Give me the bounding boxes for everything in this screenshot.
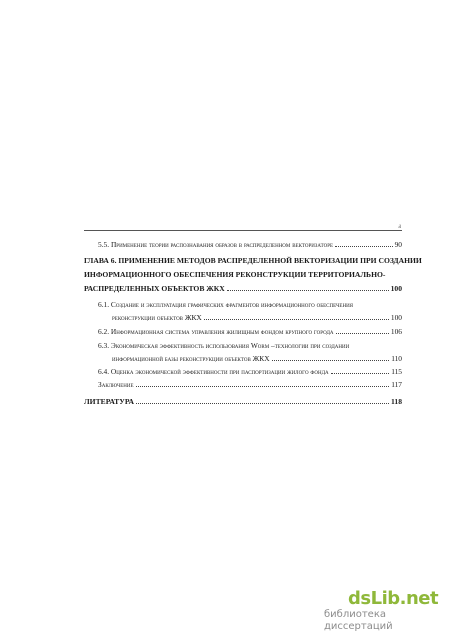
toc-entry-5-5[interactable] <box>98 240 402 249</box>
chapter-6-title-line1[interactable]: ГЛАВА 6. ПРИМЕНЕНИЕ МЕТОДОВ РАСПРЕДЕЛЕННОЙ ВЕКТОРИЗАЦИИ ПРИ СОЗДАНИИ <box>84 256 422 265</box>
toc-leader <box>227 290 389 291</box>
corner-mark: ⅎ <box>398 222 401 230</box>
toc-entry-title: информационной базы реконструкции объектов ЖКХ <box>112 354 270 363</box>
toc-entry-6-1[interactable] <box>112 313 402 322</box>
toc-entry-title: Применение теории распознавания образов в распределенном векторизаторе <box>110 240 334 249</box>
toc-leader <box>331 373 390 374</box>
toc-entry-6-3[interactable] <box>112 354 402 363</box>
header-rule <box>84 230 402 231</box>
toc-entry-6-1-line1[interactable]: 6.1. Создание и эксплуатация графических фрагментов информационного обеспечения <box>98 300 354 309</box>
toc-page-number: 117 <box>391 380 402 389</box>
toc-entry-6-4[interactable] <box>98 367 402 376</box>
watermark-subtitle: библиотека диссертаций <box>324 609 393 632</box>
toc-entry-title: 6.2. Информационная система управления жилищным фондом крупного города <box>98 327 334 336</box>
toc-leader <box>335 246 393 247</box>
toc-entry-literature[interactable] <box>84 397 402 406</box>
toc-entry-number: 5.5. <box>98 240 110 249</box>
toc-entry-title: ЛИТЕРАТУРА <box>84 397 134 406</box>
chapter-6-title-line3: РАСПРЕДЕЛЕННЫХ ОБЪЕКТОВ ЖКХ <box>84 284 225 293</box>
toc-entry-chapter-6[interactable] <box>84 284 402 293</box>
toc-entry-title: 6.4. Оценка экономической эффективности при паспортизации жилого фонда <box>98 367 329 376</box>
toc-page-number: 90 <box>394 240 402 249</box>
toc-leader <box>136 403 389 404</box>
toc-page-number: 115 <box>391 367 402 376</box>
toc-leader <box>204 319 389 320</box>
toc-entry-title: Заключение <box>98 380 134 389</box>
toc-leader <box>336 333 389 334</box>
toc-page-number: 100 <box>390 284 402 293</box>
watermark <box>324 588 450 633</box>
toc-entry-6-3-line1[interactable]: 6.3. Экономическая эффективность использования Worm –технологии при создании <box>98 341 350 350</box>
toc-leader <box>272 360 390 361</box>
chapter-6-title-line2[interactable]: ИНФОРМАЦИОННОГО ОБЕСПЕЧЕНИЯ РЕКОНСТРУКЦИИ ТЕРРИТОРИАЛЬНО- <box>84 270 386 279</box>
toc-page-number: 106 <box>390 327 402 336</box>
toc-entry-6-2[interactable] <box>98 327 402 336</box>
toc-page-number: 100 <box>390 313 402 322</box>
watermark-logo: dsLib.net <box>348 588 439 609</box>
toc-leader <box>136 386 390 387</box>
toc-page-number: 118 <box>391 397 402 406</box>
toc-entry-title: реконструкции объектов ЖКХ <box>112 313 202 322</box>
toc-entry-conclusion[interactable] <box>98 380 402 389</box>
toc-page-number: 110 <box>391 354 402 363</box>
